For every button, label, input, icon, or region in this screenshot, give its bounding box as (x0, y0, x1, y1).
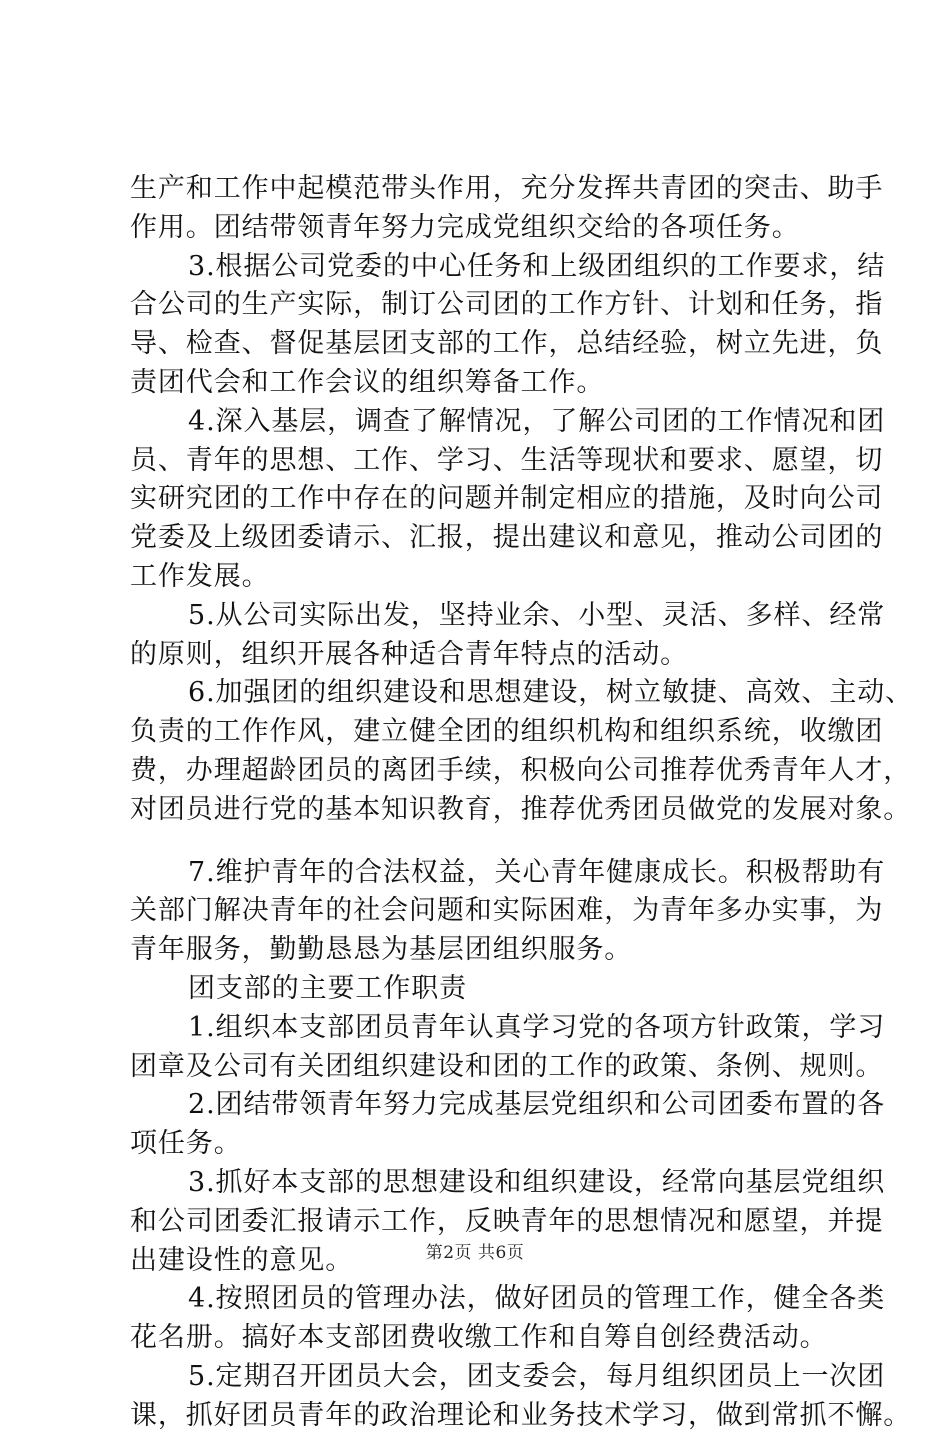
text-line: 导、检查、督促基层团支部的工作，总结经验，树立先进，负 (130, 328, 884, 360)
text-line: 5.从公司实际出发，坚持业余、小型、灵活、多样、经常 (188, 599, 886, 631)
text-line: 4.按照团员的管理办法，做好团员的管理工作，健全各类 (188, 1283, 886, 1315)
text-line: 课，抓好团员青年的政治理论和业务技术学习，做到常抓不懈。 (130, 1399, 912, 1431)
text-line: 花名册。搞好本支部团费收缴工作和自筹自创经费活动。 (130, 1322, 828, 1354)
text-line: 3.抓好本支部的思想建设和组织建设，经常向基层党组织 (188, 1166, 886, 1198)
text-line: 作用。团结带领青年努力完成党组织交给的各项任务。 (130, 211, 800, 243)
text-line: 团支部的主要工作职责 (188, 972, 467, 1004)
text-line: 党委及上级团委请示、汇报，提出建议和意见，推动公司团的 (130, 522, 884, 554)
text-line: 对团员进行党的基本知识教育，推荐优秀团员做党的发展对象。 (130, 793, 912, 825)
text-line: 出建设性的意见。 (130, 1244, 354, 1276)
text-line: 工作发展。 (130, 560, 270, 592)
text-line: 责团代会和工作会议的组织筹备工作。 (130, 366, 605, 398)
text-line: 1.组织本支部团员青年认真学习党的各项方针政策，学习 (188, 1011, 886, 1043)
text-line: 的原则，组织开展各种适合青年特点的活动。 (130, 638, 688, 670)
text-line: 2.团结带领青年努力完成基层党组织和公司团委布置的各 (188, 1089, 886, 1121)
text-line: 和公司团委汇报请示工作，反映青年的思想情况和愿望，并提 (130, 1205, 884, 1237)
text-line: 6.加强团的组织建设和思想建设，树立敏捷、高效、主动、 (188, 677, 914, 709)
text-line: 团章及公司有关团组织建设和团的工作的政策、条例、规则。 (130, 1050, 884, 1082)
page-footer: 第2页 共6页 (425, 1243, 525, 1263)
text-line: 3.根据公司党委的中心任务和上级团组织的工作要求，结 (188, 250, 886, 282)
text-line: 关部门解决青年的社会问题和实际困难，为青年多办实事，为 (130, 895, 884, 927)
text-line: 4.深入基层，调查了解情况，了解公司团的工作情况和团 (188, 405, 886, 437)
text-line: 7.维护青年的合法权益，关心青年健康成长。积极帮助有 (188, 856, 886, 888)
text-line: 5.定期召开团员大会，团支委会，每月组织团员上一次团 (188, 1360, 886, 1392)
text-line: 实研究团的工作中存在的问题并制定相应的措施，及时向公司 (130, 483, 884, 515)
text-line: 项任务。 (130, 1128, 242, 1160)
text-line: 生产和工作中起模范带头作用，充分发挥共青团的突击、助手 (130, 173, 884, 204)
text-line: 费，办理超龄团员的离团手续，积极向公司推荐优秀青年人才， (130, 754, 912, 786)
text-line: 负责的工作作风，建立健全团的组织机构和组织系统，收缴团 (130, 716, 884, 748)
text-line: 合公司的生产实际，制订公司团的工作方针、计划和任务，指 (130, 289, 884, 321)
text-line: 员、青年的思想、工作、学习、生活等现状和要求、愿望，切 (130, 444, 884, 476)
text-line: 青年服务，勤勤恳恳为基层团组织服务。 (130, 934, 633, 966)
paragraph-spacer (130, 830, 830, 854)
